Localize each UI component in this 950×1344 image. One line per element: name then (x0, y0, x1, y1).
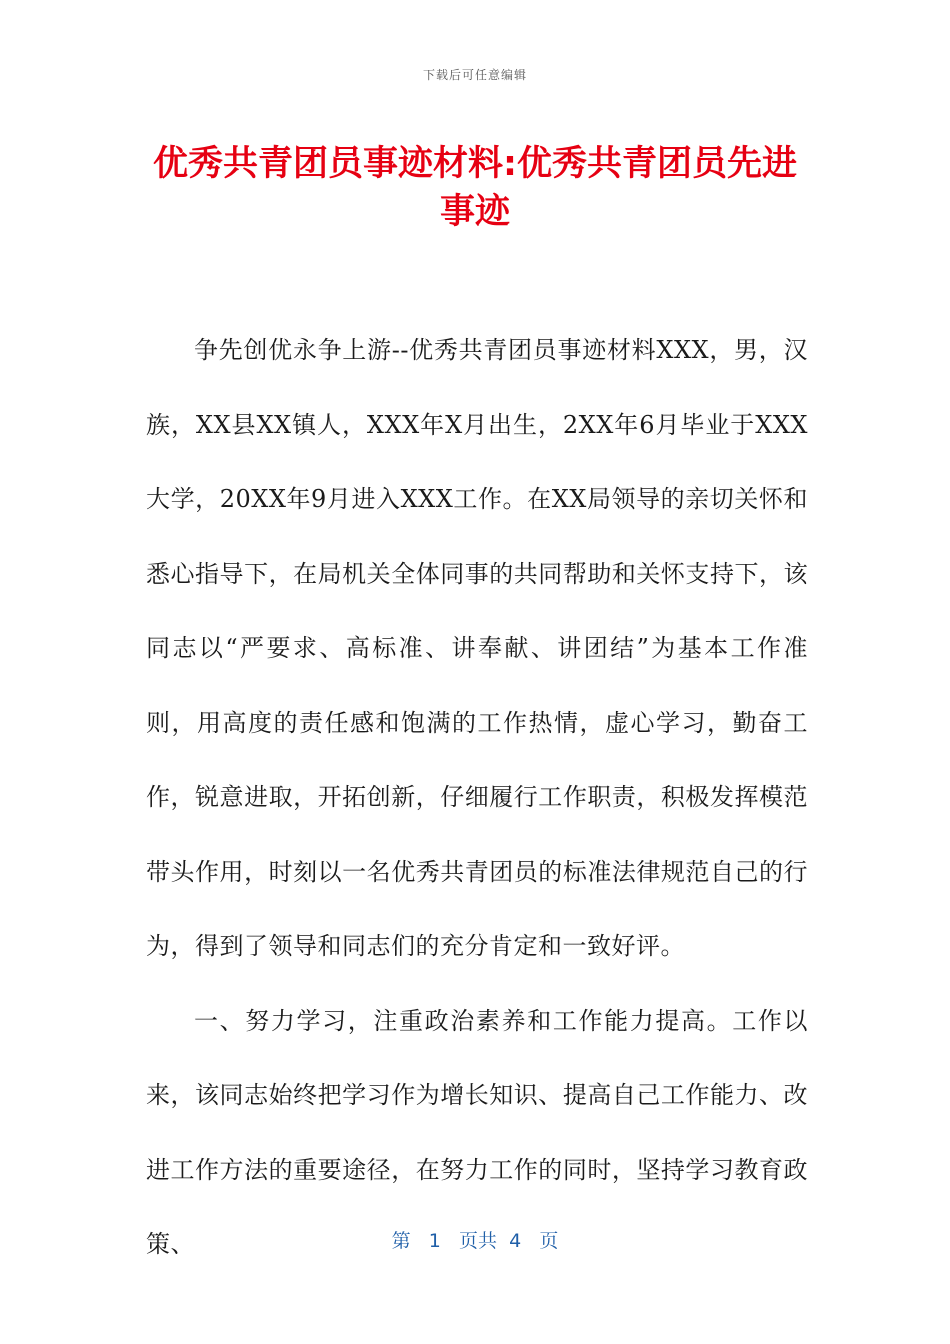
page-footer (0, 1226, 950, 1253)
paragraph: 一、努力学习，注重政治素养和工作能力提高。工作以来，该同志始终把学习作为增长知识、提高自己工作能力、改进工作方法的重要途径，在努力工作的同时，坚持学习教育政策、 (146, 1006, 808, 1258)
page-label-prefix: 第 (391, 1230, 411, 1252)
page-label-middle: 页共 (459, 1230, 498, 1252)
page-label-suffix: 页 (539, 1230, 559, 1252)
paragraph: 争先创优永争上游--优秀共青团员事迹材料XXX，男，汉族，XX县XX镇人，XXX年X月出生，2XX年6月毕业于XXX大学，20XX年9月进入XXX工作。在XX局领导的亲切关怀和悉心指导下，在局机关全体同事的共同帮助和关怀支持下，该同志以“严要求、高标准、讲奉献、讲团结”为基本工作准则，用高度的责任感和饱满的工作热情，虚心学习，勤奋工作，锐意进取，开拓创新，仔细履行工作职责，积极发挥模范带头作用，时刻以一名优秀共青团员的标准法律规范自己的行为，得到了领导和同志们的充分肯定和一致好评。 (146, 336, 808, 960)
document-title: 优秀共青团员事迹材料:优秀共青团员先进事迹 (153, 144, 797, 232)
page-number: 1 (428, 1230, 441, 1252)
download-note: 下载后可任意编辑 (422, 68, 527, 82)
total-pages: 4 (509, 1230, 522, 1252)
document-body (146, 313, 808, 1282)
